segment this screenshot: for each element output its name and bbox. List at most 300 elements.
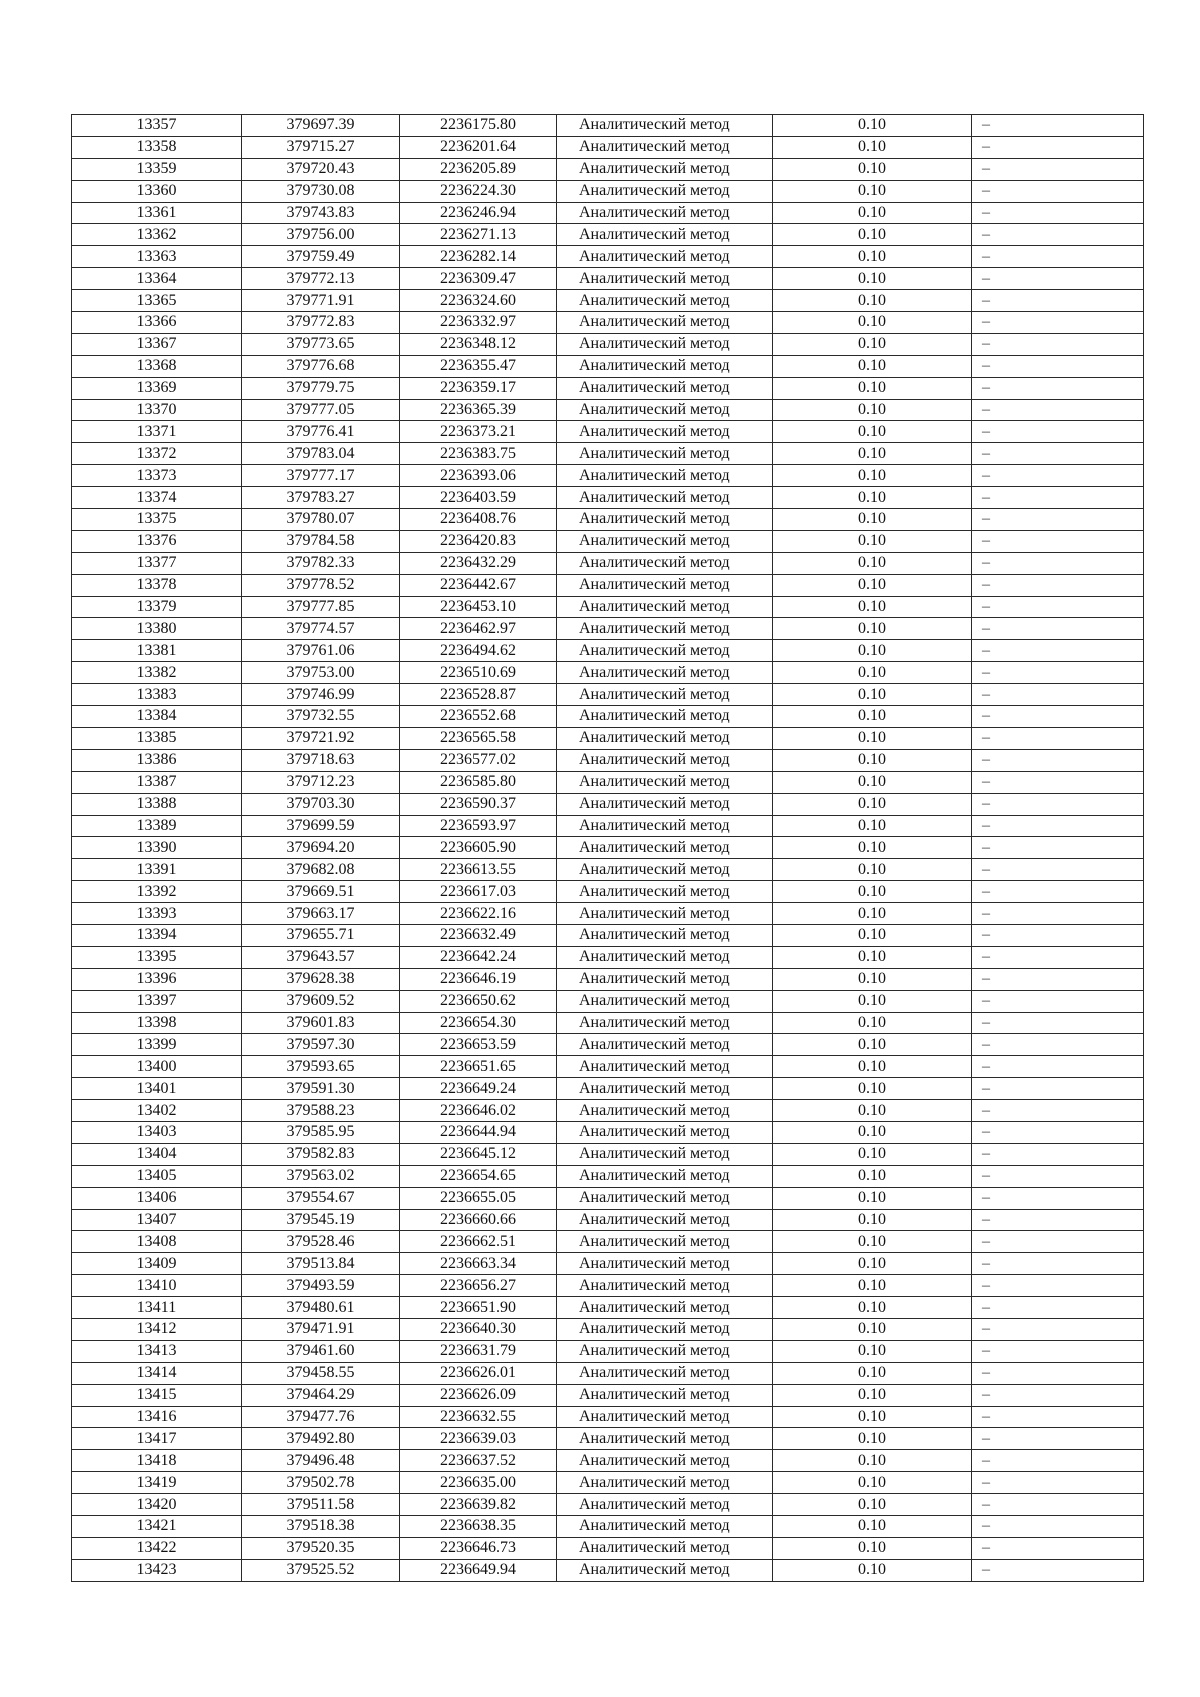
point-number-cell: 13398: [72, 1012, 242, 1034]
table-row: [72, 377, 1144, 399]
table-row: [72, 552, 1144, 574]
precision-cell: 0.10: [773, 180, 972, 202]
x-coordinate-cell: 379756.00: [242, 224, 400, 246]
point-number-cell: 13383: [72, 684, 242, 706]
table-row: [72, 136, 1144, 158]
precision-cell: 0.10: [773, 946, 972, 968]
description-cell: –: [972, 443, 1144, 465]
method-cell: Аналитический метод: [557, 1100, 773, 1122]
x-coordinate-cell: 379458.55: [242, 1362, 400, 1384]
y-coordinate-cell: 2236175.80: [400, 115, 557, 137]
y-coordinate-cell: 2236577.02: [400, 749, 557, 771]
table-row: [72, 749, 1144, 771]
x-coordinate-cell: 379694.20: [242, 837, 400, 859]
method-cell: Аналитический метод: [557, 530, 773, 552]
x-coordinate-cell: 379776.68: [242, 355, 400, 377]
point-number-cell: 13382: [72, 662, 242, 684]
x-coordinate-cell: 379743.83: [242, 202, 400, 224]
point-number-cell: 13364: [72, 268, 242, 290]
point-number-cell: 13399: [72, 1034, 242, 1056]
precision-cell: 0.10: [773, 115, 972, 137]
description-cell: –: [972, 1537, 1144, 1559]
method-cell: Аналитический метод: [557, 618, 773, 640]
x-coordinate-cell: 379582.83: [242, 1143, 400, 1165]
x-coordinate-cell: 379746.99: [242, 684, 400, 706]
description-cell: –: [972, 1428, 1144, 1450]
description-cell: –: [972, 1516, 1144, 1538]
table-row: [72, 115, 1144, 137]
x-coordinate-cell: 379513.84: [242, 1253, 400, 1275]
point-number-cell: 13376: [72, 530, 242, 552]
point-number-cell: 13408: [72, 1231, 242, 1253]
precision-cell: 0.10: [773, 771, 972, 793]
y-coordinate-cell: 2236201.64: [400, 136, 557, 158]
x-coordinate-cell: 379520.35: [242, 1537, 400, 1559]
y-coordinate-cell: 2236637.52: [400, 1450, 557, 1472]
precision-cell: 0.10: [773, 224, 972, 246]
precision-cell: 0.10: [773, 1340, 972, 1362]
point-number-cell: 13421: [72, 1516, 242, 1538]
y-coordinate-cell: 2236639.82: [400, 1494, 557, 1516]
x-coordinate-cell: 379601.83: [242, 1012, 400, 1034]
point-number-cell: 13420: [72, 1494, 242, 1516]
x-coordinate-cell: 379782.33: [242, 552, 400, 574]
description-cell: –: [972, 903, 1144, 925]
y-coordinate-cell: 2236639.03: [400, 1428, 557, 1450]
x-coordinate-cell: 379721.92: [242, 727, 400, 749]
y-coordinate-cell: 2236646.02: [400, 1100, 557, 1122]
precision-cell: 0.10: [773, 1362, 972, 1384]
y-coordinate-cell: 2236622.16: [400, 903, 557, 925]
method-cell: Аналитический метод: [557, 1450, 773, 1472]
x-coordinate-cell: 379772.83: [242, 312, 400, 334]
description-cell: –: [972, 1056, 1144, 1078]
y-coordinate-cell: 2236224.30: [400, 180, 557, 202]
point-number-cell: 13423: [72, 1559, 242, 1581]
y-coordinate-cell: 2236635.00: [400, 1472, 557, 1494]
y-coordinate-cell: 2236420.83: [400, 530, 557, 552]
y-coordinate-cell: 2236654.65: [400, 1165, 557, 1187]
table-row: [72, 706, 1144, 728]
table-row: [72, 1100, 1144, 1122]
table-row: [72, 202, 1144, 224]
point-number-cell: 13405: [72, 1165, 242, 1187]
method-cell: Аналитический метод: [557, 1406, 773, 1428]
description-cell: –: [972, 1012, 1144, 1034]
precision-cell: 0.10: [773, 640, 972, 662]
precision-cell: 0.10: [773, 1165, 972, 1187]
description-cell: –: [972, 924, 1144, 946]
y-coordinate-cell: 2236462.97: [400, 618, 557, 640]
x-coordinate-cell: 379783.27: [242, 487, 400, 509]
table-row: [72, 1406, 1144, 1428]
x-coordinate-cell: 379480.61: [242, 1297, 400, 1319]
precision-cell: 0.10: [773, 1100, 972, 1122]
description-cell: –: [972, 662, 1144, 684]
table-row: [72, 574, 1144, 596]
x-coordinate-cell: 379597.30: [242, 1034, 400, 1056]
point-number-cell: 13368: [72, 355, 242, 377]
x-coordinate-cell: 379518.38: [242, 1516, 400, 1538]
description-cell: –: [972, 946, 1144, 968]
method-cell: Аналитический метод: [557, 1253, 773, 1275]
precision-cell: 0.10: [773, 1297, 972, 1319]
point-number-cell: 13358: [72, 136, 242, 158]
description-cell: –: [972, 1559, 1144, 1581]
table-row: [72, 1559, 1144, 1581]
precision-cell: 0.10: [773, 1253, 972, 1275]
description-cell: –: [972, 1318, 1144, 1340]
x-coordinate-cell: 379609.52: [242, 990, 400, 1012]
point-number-cell: 13410: [72, 1275, 242, 1297]
table-row: [72, 443, 1144, 465]
method-cell: Аналитический метод: [557, 968, 773, 990]
method-cell: Аналитический метод: [557, 1078, 773, 1100]
method-cell: Аналитический метод: [557, 1472, 773, 1494]
point-number-cell: 13385: [72, 727, 242, 749]
precision-cell: 0.10: [773, 684, 972, 706]
x-coordinate-cell: 379777.85: [242, 596, 400, 618]
method-cell: Аналитический метод: [557, 574, 773, 596]
point-number-cell: 13375: [72, 509, 242, 531]
y-coordinate-cell: 2236642.24: [400, 946, 557, 968]
y-coordinate-cell: 2236510.69: [400, 662, 557, 684]
description-cell: –: [972, 771, 1144, 793]
description-cell: –: [972, 1406, 1144, 1428]
method-cell: Аналитический метод: [557, 859, 773, 881]
table-row: [72, 1012, 1144, 1034]
table-row: [72, 355, 1144, 377]
x-coordinate-cell: 379771.91: [242, 290, 400, 312]
description-cell: –: [972, 158, 1144, 180]
point-number-cell: 13409: [72, 1253, 242, 1275]
method-cell: Аналитический метод: [557, 1559, 773, 1581]
y-coordinate-cell: 2236355.47: [400, 355, 557, 377]
x-coordinate-cell: 379784.58: [242, 530, 400, 552]
point-number-cell: 13395: [72, 946, 242, 968]
description-cell: –: [972, 1078, 1144, 1100]
x-coordinate-cell: 379777.05: [242, 399, 400, 421]
x-coordinate-cell: 379588.23: [242, 1100, 400, 1122]
table-row: [72, 596, 1144, 618]
y-coordinate-cell: 2236649.24: [400, 1078, 557, 1100]
y-coordinate-cell: 2236408.76: [400, 509, 557, 531]
method-cell: Аналитический метод: [557, 377, 773, 399]
precision-cell: 0.10: [773, 815, 972, 837]
coordinates-table-body: [72, 115, 1144, 1582]
precision-cell: 0.10: [773, 443, 972, 465]
x-coordinate-cell: 379732.55: [242, 706, 400, 728]
point-number-cell: 13400: [72, 1056, 242, 1078]
description-cell: –: [972, 312, 1144, 334]
point-number-cell: 13372: [72, 443, 242, 465]
table-row: [72, 1187, 1144, 1209]
table-row: [72, 946, 1144, 968]
y-coordinate-cell: 2236365.39: [400, 399, 557, 421]
precision-cell: 0.10: [773, 333, 972, 355]
x-coordinate-cell: 379477.76: [242, 1406, 400, 1428]
point-number-cell: 13422: [72, 1537, 242, 1559]
description-cell: –: [972, 1143, 1144, 1165]
method-cell: Аналитический метод: [557, 596, 773, 618]
x-coordinate-cell: 379778.52: [242, 574, 400, 596]
precision-cell: 0.10: [773, 1516, 972, 1538]
x-coordinate-cell: 379773.65: [242, 333, 400, 355]
description-cell: –: [972, 509, 1144, 531]
precision-cell: 0.10: [773, 158, 972, 180]
point-number-cell: 13397: [72, 990, 242, 1012]
point-number-cell: 13360: [72, 180, 242, 202]
x-coordinate-cell: 379643.57: [242, 946, 400, 968]
precision-cell: 0.10: [773, 1078, 972, 1100]
precision-cell: 0.10: [773, 1121, 972, 1143]
table-row: [72, 990, 1144, 1012]
table-row: [72, 268, 1144, 290]
y-coordinate-cell: 2236373.21: [400, 421, 557, 443]
method-cell: Аналитический метод: [557, 1318, 773, 1340]
precision-cell: 0.10: [773, 1559, 972, 1581]
y-coordinate-cell: 2236528.87: [400, 684, 557, 706]
y-coordinate-cell: 2236359.17: [400, 377, 557, 399]
y-coordinate-cell: 2236649.94: [400, 1559, 557, 1581]
point-number-cell: 13415: [72, 1384, 242, 1406]
method-cell: Аналитический метод: [557, 1516, 773, 1538]
x-coordinate-cell: 379591.30: [242, 1078, 400, 1100]
precision-cell: 0.10: [773, 1537, 972, 1559]
point-number-cell: 13380: [72, 618, 242, 640]
y-coordinate-cell: 2236632.49: [400, 924, 557, 946]
precision-cell: 0.10: [773, 530, 972, 552]
y-coordinate-cell: 2236654.30: [400, 1012, 557, 1034]
table-row: [72, 1253, 1144, 1275]
point-number-cell: 13389: [72, 815, 242, 837]
method-cell: Аналитический метод: [557, 1231, 773, 1253]
point-number-cell: 13393: [72, 903, 242, 925]
precision-cell: 0.10: [773, 881, 972, 903]
x-coordinate-cell: 379682.08: [242, 859, 400, 881]
precision-cell: 0.10: [773, 662, 972, 684]
method-cell: Аналитический метод: [557, 1494, 773, 1516]
description-cell: –: [972, 1450, 1144, 1472]
precision-cell: 0.10: [773, 399, 972, 421]
precision-cell: 0.10: [773, 706, 972, 728]
table-row: [72, 399, 1144, 421]
point-number-cell: 13373: [72, 465, 242, 487]
description-cell: –: [972, 202, 1144, 224]
y-coordinate-cell: 2236324.60: [400, 290, 557, 312]
x-coordinate-cell: 379715.27: [242, 136, 400, 158]
table-row: [72, 903, 1144, 925]
table-row: [72, 312, 1144, 334]
method-cell: Аналитический метод: [557, 136, 773, 158]
y-coordinate-cell: 2236494.62: [400, 640, 557, 662]
x-coordinate-cell: 379699.59: [242, 815, 400, 837]
x-coordinate-cell: 379776.41: [242, 421, 400, 443]
precision-cell: 0.10: [773, 355, 972, 377]
table-row: [72, 1078, 1144, 1100]
method-cell: Аналитический метод: [557, 180, 773, 202]
y-coordinate-cell: 2236617.03: [400, 881, 557, 903]
x-coordinate-cell: 379496.48: [242, 1450, 400, 1472]
x-coordinate-cell: 379525.52: [242, 1559, 400, 1581]
method-cell: Аналитический метод: [557, 684, 773, 706]
precision-cell: 0.10: [773, 377, 972, 399]
point-number-cell: 13418: [72, 1450, 242, 1472]
method-cell: Аналитический метод: [557, 706, 773, 728]
y-coordinate-cell: 2236646.19: [400, 968, 557, 990]
precision-cell: 0.10: [773, 487, 972, 509]
y-coordinate-cell: 2236590.37: [400, 793, 557, 815]
table-row: [72, 246, 1144, 268]
table-row: [72, 1516, 1144, 1538]
table-row: [72, 487, 1144, 509]
description-cell: –: [972, 224, 1144, 246]
method-cell: Аналитический метод: [557, 815, 773, 837]
y-coordinate-cell: 2236432.29: [400, 552, 557, 574]
table-row: [72, 815, 1144, 837]
precision-cell: 0.10: [773, 1406, 972, 1428]
y-coordinate-cell: 2236309.47: [400, 268, 557, 290]
point-number-cell: 13404: [72, 1143, 242, 1165]
point-number-cell: 13367: [72, 333, 242, 355]
table-row: [72, 1340, 1144, 1362]
precision-cell: 0.10: [773, 1231, 972, 1253]
method-cell: Аналитический метод: [557, 443, 773, 465]
table-row: [72, 640, 1144, 662]
x-coordinate-cell: 379759.49: [242, 246, 400, 268]
y-coordinate-cell: 2236651.90: [400, 1297, 557, 1319]
method-cell: Аналитический метод: [557, 1121, 773, 1143]
method-cell: Аналитический метод: [557, 1034, 773, 1056]
y-coordinate-cell: 2236662.51: [400, 1231, 557, 1253]
table-row: [72, 158, 1144, 180]
y-coordinate-cell: 2236271.13: [400, 224, 557, 246]
method-cell: Аналитический метод: [557, 662, 773, 684]
y-coordinate-cell: 2236348.12: [400, 333, 557, 355]
point-number-cell: 13378: [72, 574, 242, 596]
description-cell: –: [972, 1472, 1144, 1494]
x-coordinate-cell: 379774.57: [242, 618, 400, 640]
precision-cell: 0.10: [773, 574, 972, 596]
description-cell: –: [972, 1165, 1144, 1187]
point-number-cell: 13396: [72, 968, 242, 990]
description-cell: –: [972, 1253, 1144, 1275]
precision-cell: 0.10: [773, 1056, 972, 1078]
description-cell: –: [972, 487, 1144, 509]
table-row: [72, 1537, 1144, 1559]
precision-cell: 0.10: [773, 312, 972, 334]
point-number-cell: 13403: [72, 1121, 242, 1143]
point-number-cell: 13390: [72, 837, 242, 859]
description-cell: –: [972, 1187, 1144, 1209]
x-coordinate-cell: 379718.63: [242, 749, 400, 771]
x-coordinate-cell: 379563.02: [242, 1165, 400, 1187]
table-row: [72, 1428, 1144, 1450]
description-cell: –: [972, 837, 1144, 859]
table-row: [72, 1384, 1144, 1406]
description-cell: –: [972, 749, 1144, 771]
table-row: [72, 290, 1144, 312]
table-row: [72, 333, 1144, 355]
method-cell: Аналитический метод: [557, 924, 773, 946]
description-cell: –: [972, 596, 1144, 618]
point-number-cell: 13413: [72, 1340, 242, 1362]
description-cell: –: [972, 618, 1144, 640]
method-cell: Аналитический метод: [557, 355, 773, 377]
table-row: [72, 859, 1144, 881]
method-cell: Аналитический метод: [557, 727, 773, 749]
precision-cell: 0.10: [773, 924, 972, 946]
description-cell: –: [972, 990, 1144, 1012]
y-coordinate-cell: 2236638.35: [400, 1516, 557, 1538]
x-coordinate-cell: 379783.04: [242, 443, 400, 465]
y-coordinate-cell: 2236626.09: [400, 1384, 557, 1406]
x-coordinate-cell: 379720.43: [242, 158, 400, 180]
method-cell: Аналитический метод: [557, 487, 773, 509]
precision-cell: 0.10: [773, 1494, 972, 1516]
precision-cell: 0.10: [773, 1187, 972, 1209]
precision-cell: 0.10: [773, 596, 972, 618]
x-coordinate-cell: 379585.95: [242, 1121, 400, 1143]
y-coordinate-cell: 2236205.89: [400, 158, 557, 180]
method-cell: Аналитический метод: [557, 1209, 773, 1231]
table-row: [72, 618, 1144, 640]
point-number-cell: 13366: [72, 312, 242, 334]
description-cell: –: [972, 1340, 1144, 1362]
description-cell: –: [972, 1275, 1144, 1297]
method-cell: Аналитический метод: [557, 793, 773, 815]
x-coordinate-cell: 379628.38: [242, 968, 400, 990]
x-coordinate-cell: 379493.59: [242, 1275, 400, 1297]
description-cell: –: [972, 421, 1144, 443]
y-coordinate-cell: 2236403.59: [400, 487, 557, 509]
method-cell: Аналитический метод: [557, 224, 773, 246]
table-row: [72, 881, 1144, 903]
method-cell: Аналитический метод: [557, 881, 773, 903]
description-cell: –: [972, 465, 1144, 487]
table-row: [72, 1362, 1144, 1384]
description-cell: –: [972, 1384, 1144, 1406]
description-cell: –: [972, 574, 1144, 596]
x-coordinate-cell: 379753.00: [242, 662, 400, 684]
y-coordinate-cell: 2236552.68: [400, 706, 557, 728]
precision-cell: 0.10: [773, 290, 972, 312]
point-number-cell: 13377: [72, 552, 242, 574]
method-cell: Аналитический метод: [557, 509, 773, 531]
point-number-cell: 13412: [72, 1318, 242, 1340]
coordinates-table: [71, 114, 1144, 1582]
table-row: [72, 1494, 1144, 1516]
precision-cell: 0.10: [773, 268, 972, 290]
table-row: [72, 180, 1144, 202]
table-row: [72, 771, 1144, 793]
method-cell: Аналитический метод: [557, 771, 773, 793]
precision-cell: 0.10: [773, 1143, 972, 1165]
method-cell: Аналитический метод: [557, 1340, 773, 1362]
point-number-cell: 13417: [72, 1428, 242, 1450]
precision-cell: 0.10: [773, 990, 972, 1012]
precision-cell: 0.10: [773, 509, 972, 531]
y-coordinate-cell: 2236565.58: [400, 727, 557, 749]
point-number-cell: 13414: [72, 1362, 242, 1384]
precision-cell: 0.10: [773, 859, 972, 881]
precision-cell: 0.10: [773, 749, 972, 771]
y-coordinate-cell: 2236644.94: [400, 1121, 557, 1143]
point-number-cell: 13374: [72, 487, 242, 509]
x-coordinate-cell: 379502.78: [242, 1472, 400, 1494]
table-row: [72, 837, 1144, 859]
precision-cell: 0.10: [773, 202, 972, 224]
